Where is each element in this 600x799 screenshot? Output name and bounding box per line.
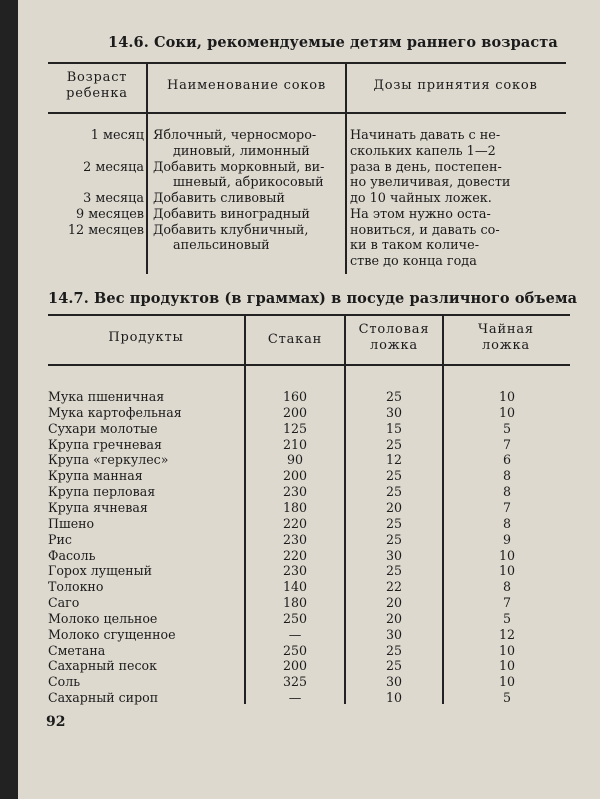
glass-weight: 125 bbox=[282, 420, 308, 436]
tablespoon-weight: 30 bbox=[385, 547, 403, 563]
teaspoon-weight: 5 bbox=[502, 420, 511, 436]
teaspoon-weight: 10 bbox=[498, 563, 516, 579]
glass-weight: 220 bbox=[282, 515, 308, 531]
juice-names-column bbox=[153, 128, 345, 254]
glass-weight: 325 bbox=[282, 674, 308, 690]
juice-name-line: Яблочный, черносморо- bbox=[153, 128, 317, 143]
teaspoon-weight: 9 bbox=[502, 531, 511, 547]
header-juice-name: Наименование соков bbox=[166, 78, 327, 93]
age-cell: 2 месяца bbox=[83, 159, 144, 175]
juices-table-title: 14.6. Соки, рекомендуемые детям раннего возраста bbox=[108, 34, 558, 51]
tablespoon-weight: 22 bbox=[385, 579, 403, 595]
glass-weight: 180 bbox=[282, 499, 308, 515]
juice-name-line: Добавить морковный, ви- bbox=[153, 159, 325, 175]
glass-weight: — bbox=[288, 626, 302, 642]
tablespoon-weight: 25 bbox=[385, 658, 403, 674]
column-divider bbox=[345, 114, 347, 274]
glass-weight: 140 bbox=[282, 579, 308, 595]
book-page bbox=[18, 0, 600, 799]
header-age-line: Возраст bbox=[66, 70, 128, 85]
product-name: Горох лущеный bbox=[48, 563, 153, 579]
glass-weight: 230 bbox=[282, 563, 308, 579]
glass-weight: 250 bbox=[282, 642, 308, 658]
product-name: Соль bbox=[48, 674, 81, 690]
table-rule bbox=[48, 112, 566, 114]
glass-weight: — bbox=[288, 690, 302, 706]
product-name: Сахарный песок bbox=[48, 658, 157, 674]
dose-line: но увеличивая, довести bbox=[350, 175, 511, 191]
glass-weight: 160 bbox=[282, 389, 308, 404]
tablespoon-weight: 12 bbox=[385, 452, 403, 468]
teaspoon-weight: 5 bbox=[502, 610, 511, 626]
header-tablespoon-line: Столовая bbox=[358, 322, 430, 337]
header-tablespoon-line: ложка bbox=[370, 338, 418, 353]
glass-weight: 200 bbox=[282, 404, 308, 420]
page-number: 92 bbox=[46, 714, 66, 730]
header-teaspoon-line: ложка bbox=[482, 338, 530, 353]
table-rule bbox=[48, 314, 570, 316]
teaspoon-weight: 10 bbox=[498, 674, 516, 690]
age-cell bbox=[48, 144, 144, 160]
weights-table-title: 14.7. Вес продуктов (в граммах) в посуде различного объема bbox=[48, 290, 578, 307]
product-name: Молоко цельное bbox=[48, 610, 158, 626]
juice-name-line: Добавить клубничный, bbox=[153, 222, 309, 238]
dose-line: скольких капель 1—2 bbox=[350, 143, 496, 159]
age-cell: 1 месяц bbox=[90, 128, 144, 143]
juice-name-line: Добавить виноградный bbox=[153, 206, 310, 222]
tablespoon-weight: 25 bbox=[385, 484, 403, 500]
dose-line: ки в таком количе- bbox=[350, 238, 480, 254]
product-name: Мука пшеничная bbox=[48, 389, 165, 404]
juice-name-line: Добавить сливовый bbox=[153, 191, 285, 206]
teaspoon-weight: 8 bbox=[502, 515, 511, 531]
age-cell: 9 месяцев bbox=[76, 206, 144, 222]
table-rule bbox=[48, 62, 566, 64]
column-divider bbox=[146, 114, 148, 274]
tablespoon-weight: 25 bbox=[385, 389, 403, 404]
header-dose: Дозы принятия соков bbox=[373, 78, 538, 93]
header-tablespoon bbox=[346, 322, 442, 354]
age-cell bbox=[48, 175, 144, 191]
glass-weight: 220 bbox=[282, 547, 308, 563]
product-name: Сахарный сироп bbox=[48, 690, 159, 706]
product-name: Мука картофельная bbox=[48, 404, 182, 420]
column-divider bbox=[345, 64, 347, 112]
tablespoon-weight: 25 bbox=[385, 468, 403, 484]
teaspoon-weight: 8 bbox=[502, 468, 511, 484]
dose-line: На этом нужно оста- bbox=[350, 206, 491, 222]
tablespoon-weight: 25 bbox=[385, 642, 403, 658]
tablespoon-weight: 10 bbox=[385, 690, 403, 706]
product-name: Сухари молотые bbox=[48, 420, 158, 436]
tablespoon-weight: 25 bbox=[385, 563, 403, 579]
tablespoon-weight: 20 bbox=[385, 499, 403, 515]
teaspoon-weight: 10 bbox=[498, 404, 516, 420]
tablespoon-weight: 20 bbox=[385, 610, 403, 626]
product-name: Саго bbox=[48, 595, 80, 611]
tablespoon-weight: 30 bbox=[385, 404, 403, 420]
teaspoon-weight: 7 bbox=[502, 436, 511, 452]
tablespoon-weight: 25 bbox=[385, 515, 403, 531]
teaspoon-weight: 10 bbox=[498, 642, 516, 658]
glass-weight: 200 bbox=[282, 468, 308, 484]
teaspoon-weight: 7 bbox=[502, 499, 511, 515]
tablespoon-weight: 20 bbox=[385, 595, 403, 611]
product-name: Молоко сгущенное bbox=[48, 626, 176, 642]
product-name: Фасоль bbox=[48, 547, 96, 563]
header-teaspoon-line: Чайная bbox=[478, 322, 534, 337]
glass-weight: 230 bbox=[282, 531, 308, 547]
glass-weight: 200 bbox=[282, 658, 308, 674]
teaspoon-weight: 10 bbox=[498, 658, 516, 674]
header-age-line: ребенка bbox=[66, 86, 128, 101]
header-product: Продукты bbox=[108, 330, 184, 345]
header-age bbox=[48, 70, 146, 102]
product-name: Крупа гречневая bbox=[48, 436, 162, 452]
table-rule bbox=[48, 364, 570, 366]
teaspoon-weight: 6 bbox=[502, 452, 511, 468]
product-name: Крупа ячневая bbox=[48, 499, 148, 515]
age-cell: 3 месяца bbox=[83, 191, 144, 206]
header-teaspoon bbox=[444, 322, 568, 354]
dose-line: новиться, и давать со- bbox=[350, 222, 500, 238]
product-name: Крупа перловая bbox=[48, 484, 156, 500]
glass-weight: 210 bbox=[282, 436, 308, 452]
dose-line: стве до конца года bbox=[350, 254, 477, 269]
tablespoon-weight: 25 bbox=[385, 436, 403, 452]
age-cell: 12 месяцев bbox=[67, 222, 144, 238]
teaspoon-weight: 12 bbox=[498, 626, 516, 642]
dose-line: до 10 чайных ложек. bbox=[350, 191, 492, 206]
product-name: Сметана bbox=[48, 642, 106, 658]
product-name: Толокно bbox=[48, 579, 104, 595]
product-name: Рис bbox=[48, 531, 72, 547]
tablespoon-weight: 15 bbox=[385, 420, 403, 436]
product-name: Крупа манная bbox=[48, 468, 143, 484]
teaspoon-weight: 5 bbox=[502, 690, 511, 706]
teaspoon-weight: 8 bbox=[502, 484, 511, 500]
glass-weight: 230 bbox=[282, 484, 308, 500]
doses-column bbox=[350, 128, 562, 270]
dose-line: раза в день, постепен- bbox=[350, 159, 502, 175]
juice-name-line: диновый, лимонный bbox=[173, 143, 310, 159]
teaspoon-weight: 7 bbox=[502, 595, 511, 611]
tablespoon-weight: 30 bbox=[385, 626, 403, 642]
product-name: Крупа «геркулес» bbox=[48, 452, 169, 468]
juice-name-line: апельсиновый bbox=[173, 238, 270, 254]
teaspoon-weight: 10 bbox=[498, 389, 516, 404]
dose-line: Начинать давать с не- bbox=[350, 128, 501, 143]
teaspoon-weight: 10 bbox=[498, 547, 516, 563]
teaspoon-weight: 8 bbox=[502, 579, 511, 595]
juice-name-line: шневый, абрикосовый bbox=[173, 175, 324, 191]
glass-weight: 250 bbox=[282, 610, 308, 626]
glass-weight: 90 bbox=[286, 452, 304, 468]
header-glass: Стакан bbox=[267, 332, 323, 347]
tablespoon-weight: 30 bbox=[385, 674, 403, 690]
product-name: Пшено bbox=[48, 515, 95, 531]
glass-weight: 180 bbox=[282, 595, 308, 611]
ages-column bbox=[48, 128, 144, 238]
tablespoon-weight: 25 bbox=[385, 531, 403, 547]
